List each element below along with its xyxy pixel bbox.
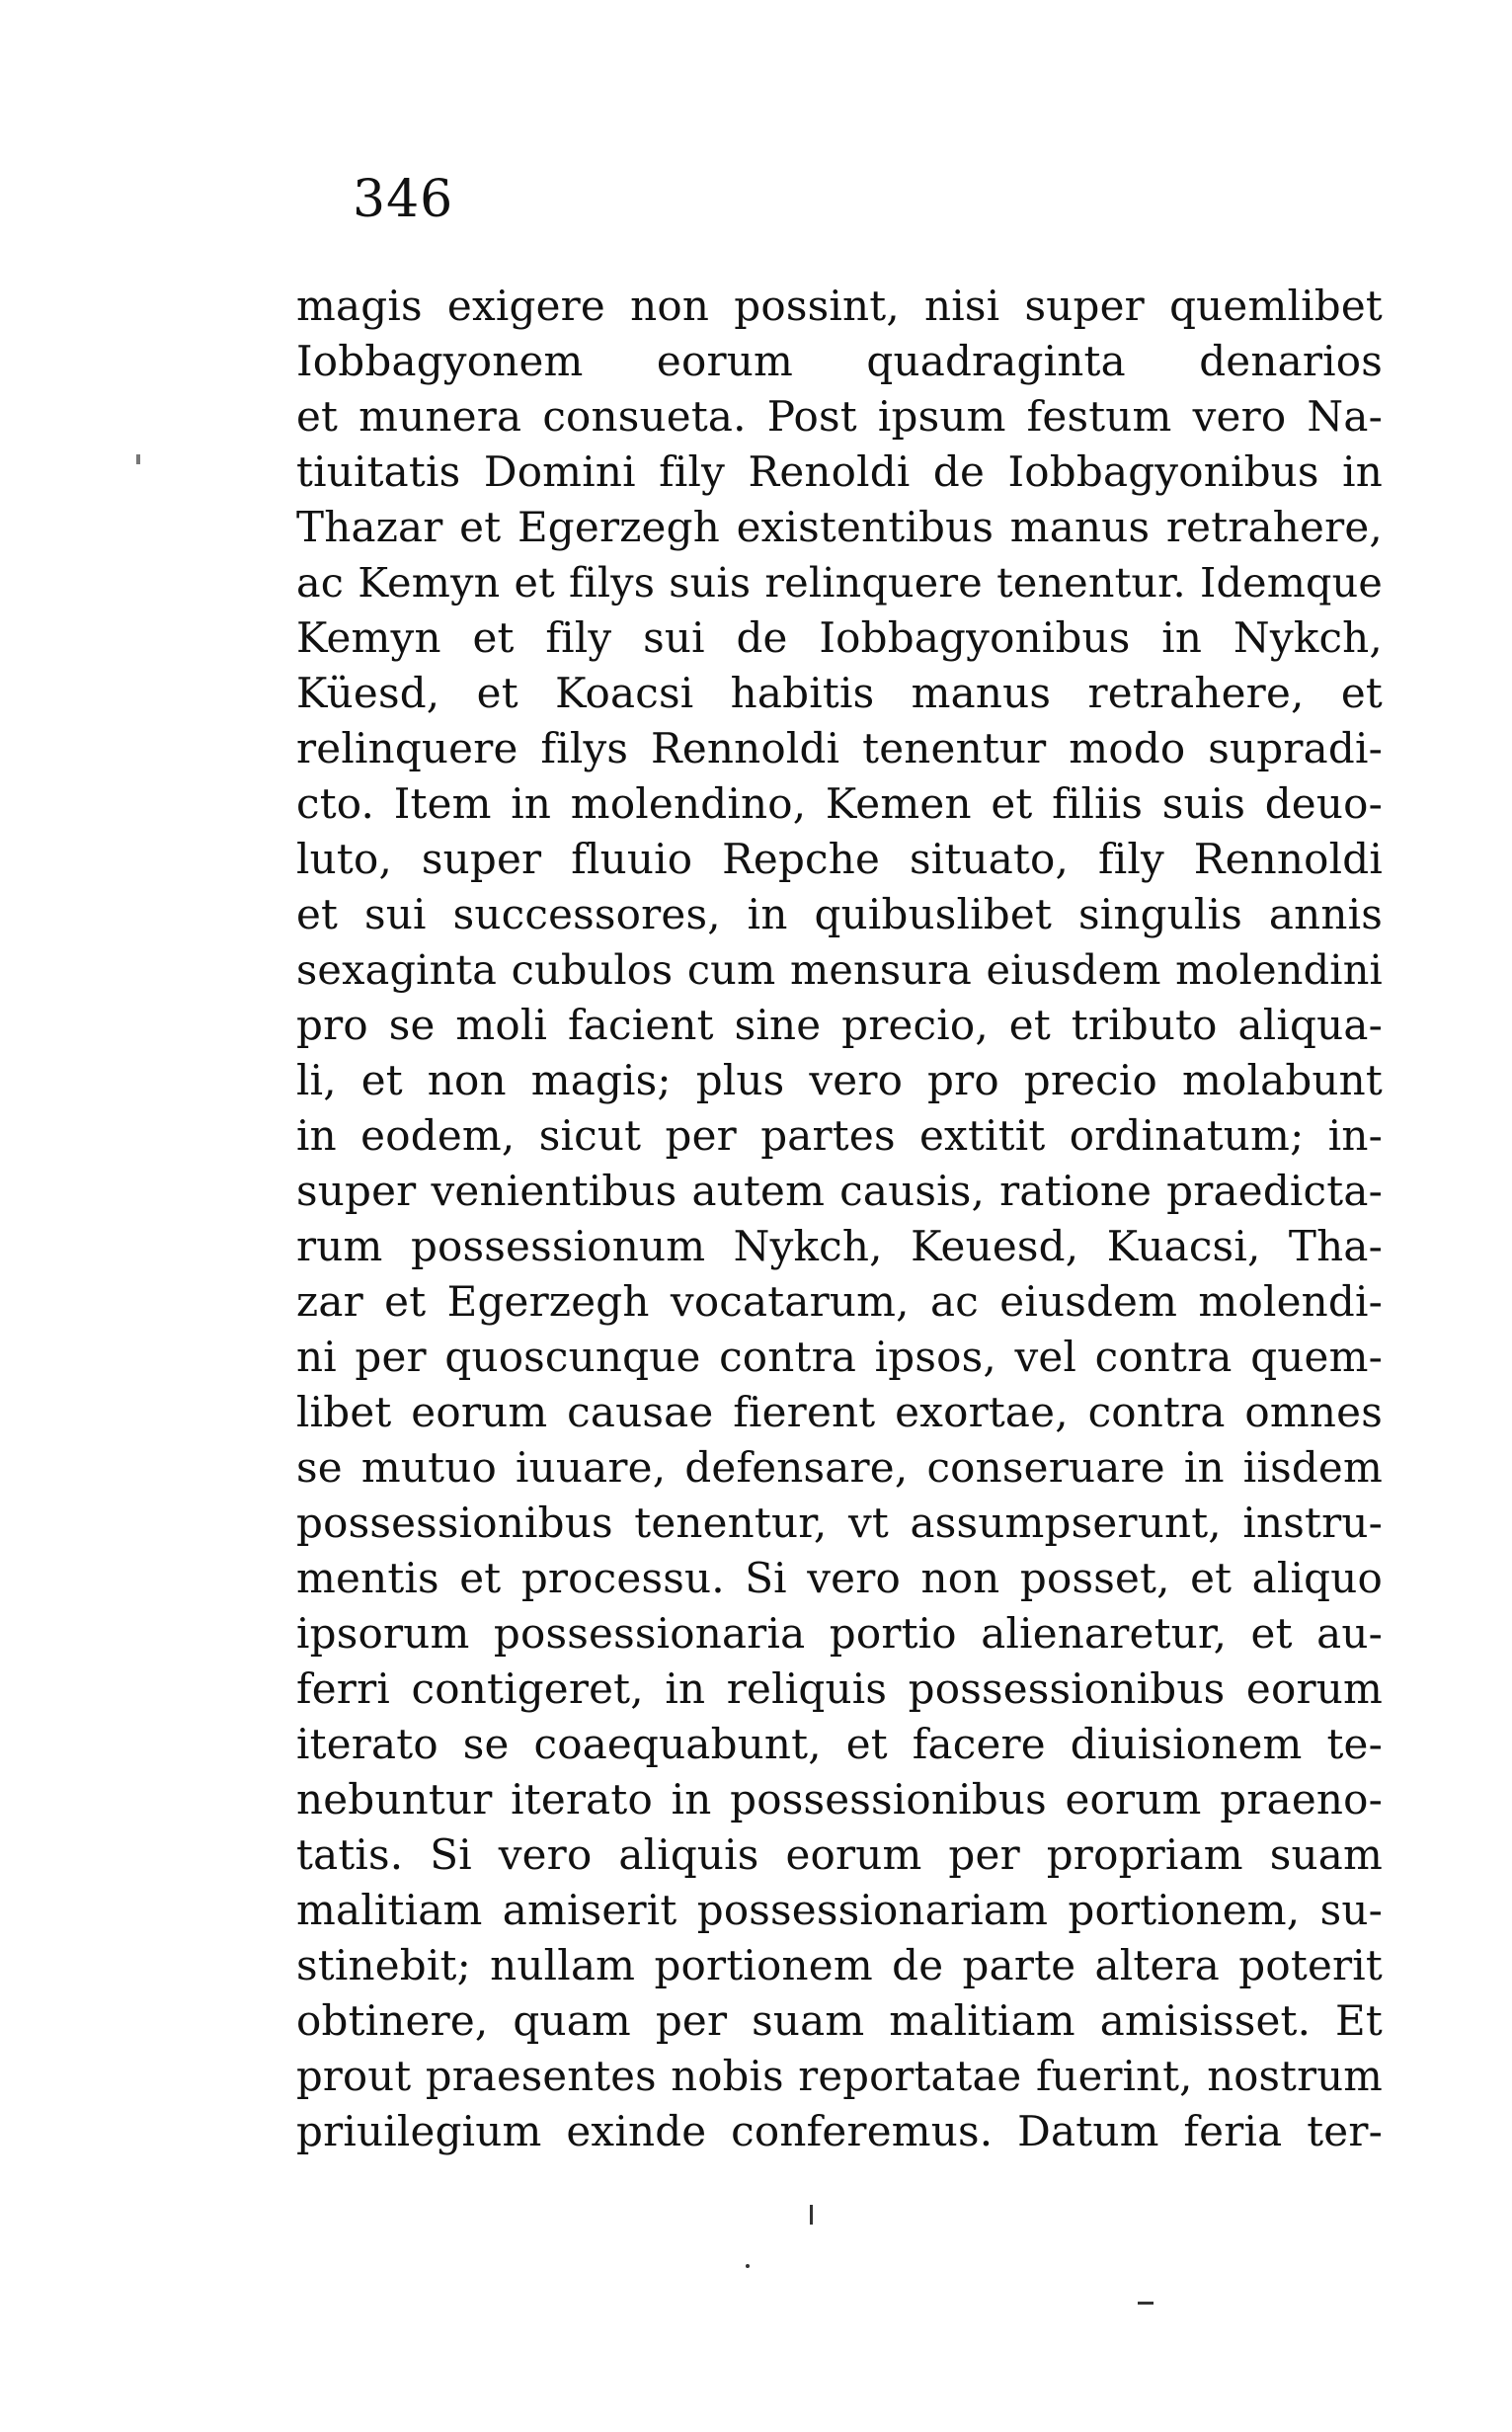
text-line: tiuitatis Domini fily Renoldi de Iobbagyonibus in bbox=[296, 447, 1383, 496]
text-line: ac Kemyn et filys suis relinquere tenentur. Idemque bbox=[296, 559, 1383, 607]
text-line: et munera consueta. Post ipsum festum vero Na- bbox=[296, 392, 1383, 441]
text-line: obtinere, quam per suam malitiam amisisset. Et bbox=[296, 1996, 1383, 2045]
body-text bbox=[296, 279, 1383, 2159]
text-line: possessionibus tenentur, vt assumpserunt, instru- bbox=[296, 1499, 1383, 1547]
text-line: se mutuo iuuare, defensare, conseruare in iisdem bbox=[296, 1443, 1383, 1492]
text-line: et sui successores, in quibuslibet singulis annis bbox=[296, 890, 1383, 938]
text-line: Küesd, et Koacsi habitis manus retrahere, et bbox=[296, 669, 1383, 717]
text-line: li, et non magis; plus vero pro precio molabunt bbox=[296, 1056, 1383, 1104]
text-line: zar et Egerzegh vocatarum, ac eiusdem molendi- bbox=[296, 1277, 1383, 1326]
text-line: magis exigere non possint, nisi super quemlibet bbox=[296, 282, 1383, 330]
text-line: priuilegium exinde conferemus. Datum feria ter- bbox=[296, 2107, 1383, 2155]
text-line: ipsorum possessionaria portio alienaretur, et au- bbox=[296, 1609, 1383, 1658]
text-line: pro se moli facient sine precio, et tributo aliqua- bbox=[296, 1001, 1383, 1049]
text-line: in eodem, sicut per partes extitit ordinatum; in- bbox=[296, 1111, 1383, 1160]
text-line: tatis. Si vero aliquis eorum per propriam suam bbox=[296, 1830, 1383, 1879]
text-line: ni per quoscunque contra ipsos, vel contra quem- bbox=[296, 1333, 1383, 1381]
text-line: Kemyn et fily sui de Iobbagyonibus in Nykch, bbox=[296, 613, 1383, 662]
print-speck bbox=[746, 2264, 750, 2268]
text-line: Iobbagyonem eorum quadraginta denarios bbox=[296, 337, 1383, 385]
print-speck bbox=[136, 454, 140, 464]
text-line: ferri contigeret, in reliquis possessionibus eorum bbox=[296, 1664, 1383, 1713]
text-line: prout praesentes nobis reportatae fuerint, nostrum bbox=[296, 2052, 1383, 2100]
text-line: libet eorum causae fierent exortae, contra omnes bbox=[296, 1388, 1383, 1436]
text-line: relinquere filys Rennoldi tenentur modo supradi- bbox=[296, 724, 1383, 772]
print-speck bbox=[810, 2205, 813, 2225]
text-line: malitiam amiserit possessionariam portionem, su- bbox=[296, 1886, 1383, 1934]
text-line: sexaginta cubulos cum mensura eiusdem molendini bbox=[296, 946, 1383, 994]
text-line: super venientibus autem causis, ratione praedicta- bbox=[296, 1167, 1383, 1215]
text-line: nebuntur iterato in possessionibus eorum praeno- bbox=[296, 1775, 1383, 1824]
text-line: Thazar et Egerzegh existentibus manus retrahere, bbox=[296, 503, 1383, 551]
page-number: 346 bbox=[353, 170, 454, 229]
text-line: mentis et processu. Si vero non posset, et aliquo bbox=[296, 1554, 1383, 1602]
text-line: iterato se coaequabunt, et facere diuisionem te- bbox=[296, 1720, 1383, 1768]
text-line: stinebit; nullam portionem de parte altera poterit bbox=[296, 1941, 1383, 1989]
print-speck bbox=[1138, 2302, 1154, 2305]
text-line: rum possessionum Nykch, Keuesd, Kuacsi, Tha- bbox=[296, 1222, 1383, 1270]
text-line: cto. Item in molendino, Kemen et filiis suis deuo- bbox=[296, 779, 1383, 828]
text-line: luto, super fluuio Repche situato, fily Rennoldi bbox=[296, 835, 1383, 883]
